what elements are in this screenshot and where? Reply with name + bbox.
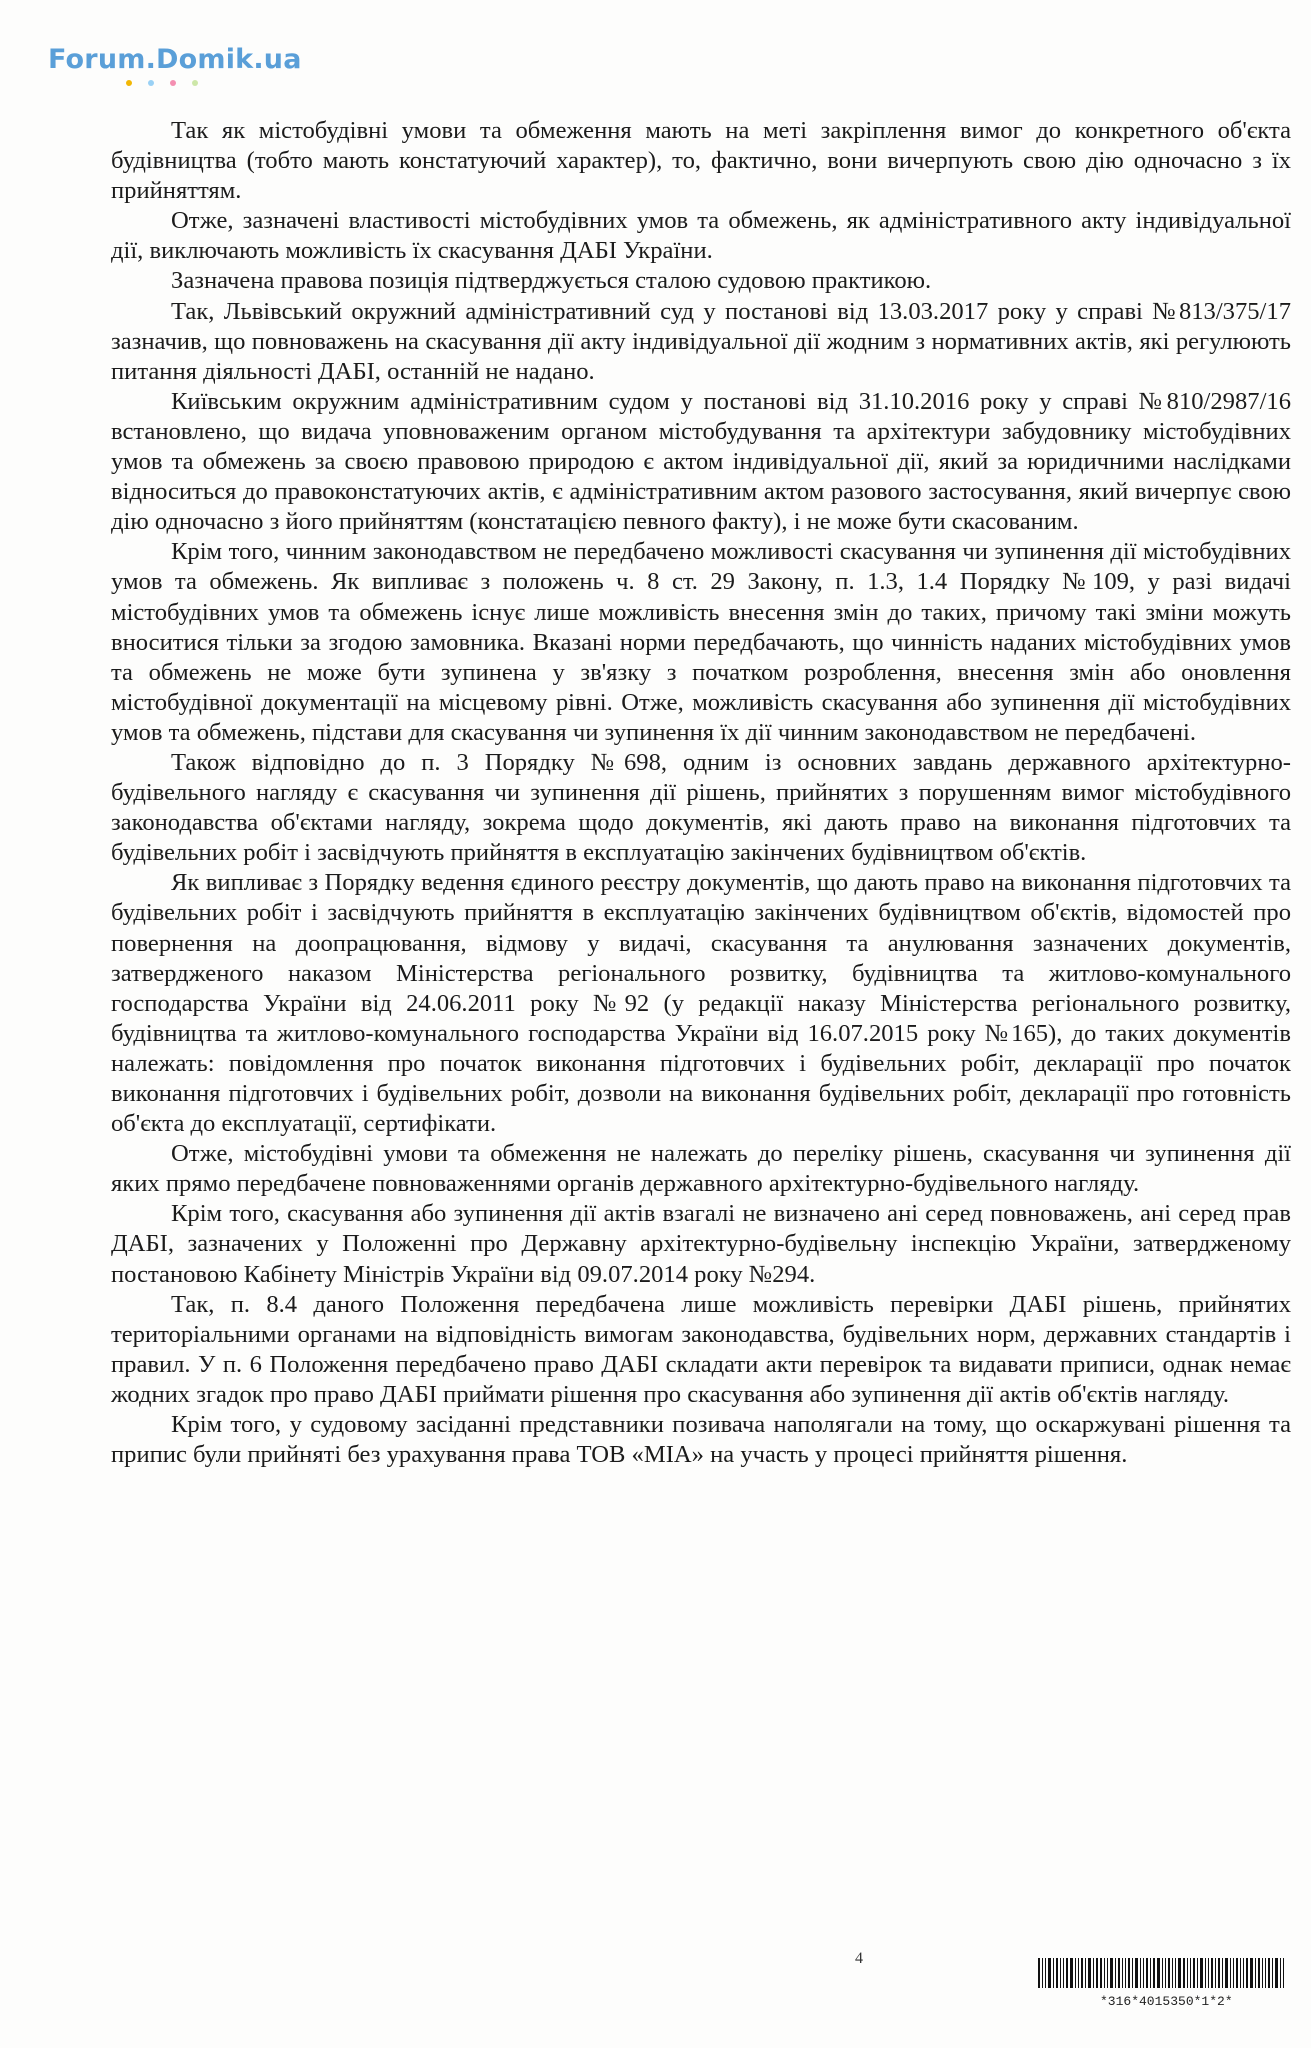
barcode-bar xyxy=(1063,1958,1064,1988)
barcode-bar xyxy=(1066,1958,1068,1988)
barcode-bar xyxy=(1175,1958,1176,1988)
barcode-bar xyxy=(1258,1958,1260,1988)
barcode-bar xyxy=(1104,1958,1105,1988)
document-body xyxy=(111,116,1291,1470)
barcode-bar xyxy=(1060,1958,1061,1988)
barcode-bar xyxy=(1200,1958,1203,1988)
barcode-bar xyxy=(1125,1958,1126,1988)
barcode-bar xyxy=(1078,1958,1079,1988)
barcode-bar xyxy=(1165,1958,1166,1988)
barcode-bar xyxy=(1255,1958,1256,1988)
barcode-bar xyxy=(1096,1958,1098,1988)
paragraph: Крім того, чинним законодавством не передбачено можливості скасування чи зупинення дії містобудівних умов та обмежень. Як випливає з положень ч. 8 ст. 29 Закону, п. 1.3, 1.4 Порядку №109, у разі видачі містобудівних умов та обмежень існує лише можливість внесення змін до таких, причому такі зміни можуть вноситися тільки за згодою замовника. Вказані норми передбачають, що чинність наданих містобудівних умов та обмежень не може бути зупинена у зв'язку з початком розроблення, внесення змін або оновлення містобудівної документації на місцевому рівні. Отже, можливість скасування або зупинення дії містобудівних умов та обмежень, підстави для скасування чи зупинення їх дії чинним законодавством не передбачені. xyxy=(111,538,1291,746)
barcode-bar xyxy=(1218,1958,1220,1988)
paragraph: Отже, зазначені властивості містобудівних умов та обмежень, як адміністративного акту індивідуальної дії, виключають можливість їх скасування ДАБІ України. xyxy=(111,207,1291,265)
barcode-bar xyxy=(1190,1958,1191,1988)
barcode-bar xyxy=(1265,1958,1266,1988)
barcode-bar xyxy=(1100,1958,1102,1988)
barcode-bar xyxy=(1153,1958,1155,1988)
barcode-bar xyxy=(1075,1958,1076,1988)
barcode xyxy=(1038,1958,1300,1988)
barcode-bar xyxy=(1205,1958,1206,1988)
barcode-bar xyxy=(1280,1958,1281,1988)
barcode-bar xyxy=(1172,1958,1173,1988)
barcode-bar xyxy=(1081,1958,1083,1988)
barcode-bar xyxy=(1122,1958,1123,1988)
barcode-bar xyxy=(1225,1958,1228,1988)
watermark-dots xyxy=(126,80,216,88)
barcode-bar xyxy=(1140,1958,1141,1988)
barcode-bar xyxy=(1268,1958,1270,1988)
barcode-bar xyxy=(1157,1958,1160,1988)
paragraph: Так, п. 8.4 даного Положення передбачена лише можливість перевірки ДАБІ рішень, прийнятих територіальними органами на відповідність вимогам законодавства, будівельних норм, державних стандартів і правил. У п. 6 Положення передбачено право ДАБІ складати акти перевірок та видавати приписи, однак немає жодних згадок про право ДАБІ приймати рішення про скасування або зупинення дії актів об'єктів нагляду. xyxy=(111,1290,1291,1408)
barcode-bar xyxy=(1053,1958,1054,1988)
page-number: 4 xyxy=(855,1950,863,1967)
barcode-bar xyxy=(1085,1958,1086,1988)
barcode-bar xyxy=(1236,1958,1238,1988)
barcode-bar xyxy=(1128,1958,1130,1988)
paragraph: Так як містобудівні умови та обмеження мають на меті закріплення вимог до конкретного об'єкта будівництва (тобто мають констатуючий характер), то, фактично, вони вичерпують свою дію одночасно з їх прийняттям. xyxy=(111,117,1291,205)
paragraph: Крім того, у судовому засіданні представники позивача наполягали на тому, що оскаржувані рішення та припис були прийняті без урахування права ТОВ «МІА» на участь у процесі прийняття рішення. xyxy=(111,1411,1291,1469)
barcode-bar xyxy=(1070,1958,1073,1988)
barcode-bar xyxy=(1110,1958,1113,1988)
paragraph: Як випливає з Порядку ведення єдиного реєстру документів, що дають право на виконання підготовчих та будівельних робіт і засвідчують прийняття в експлуатацію закінчених будівництвом об'єктів, відомостей про повернення на доопрацювання, відмову у видачі, скасування та анулювання зазначених документів, затвердженого наказом Міністерства регіонального розвитку, будівництва та житлово-комунального господарства України від 24.06.2011 року №92 (у редакції наказу Міністерства регіонального розвитку, будівництва та житлово-комунального господарства України від 16.07.2015 року №165), до таких документів належать: повідомлення про початок виконання підготовчих і будівельних робіт, декларації про початок виконання підготовчих і будівельних робіт, дозволи на виконання будівельних робіт, декларації про готовність об'єкта до експлуатації, сертифікати. xyxy=(111,869,1291,1138)
barcode-bar xyxy=(1143,1958,1144,1988)
barcode-text: *316*4015350*1*2* xyxy=(1100,1994,1233,2009)
barcode-bar xyxy=(1132,1958,1133,1988)
paragraph: Крім того, скасування або зупинення дії актів взагалі не визначено ані серед повноважень, ані серед прав ДАБІ, зазначених у Положенні про Державну архітектурно-будівельну інспекцію України, затвердженому постановою Кабінету Міністрів України від 09.07.2014 року №294. xyxy=(111,1200,1291,1288)
barcode-bar xyxy=(1215,1958,1216,1988)
barcode-bar xyxy=(1250,1958,1253,1988)
paragraph: Київським окружним адміністративним судом у постанові від 31.10.2016 року у справі №810/2987/16 встановлено, що видача уповноваженим органом містобудування та архітектури забудовнику містобудівних умов та обмежень за своєю правовою природою є актом індивідуальної дії, який за юридичними наслідками відноситься до правоконстатуючих актів, є адміністративним актом разового застосування, який вичерпує свою дію одночасно з його прийняттям (констатацією певного факту), і не може бути скасованим. xyxy=(111,387,1291,536)
barcode-bar xyxy=(1162,1958,1163,1988)
barcode-bar xyxy=(1246,1958,1248,1988)
paragraph: Також відповідно до п. 3 Порядку №698, одним із основних завдань державного архітектурно-будівельного нагляду є скасування чи зупинення дії рішень, прийнятих з порушенням вимог містобудівного законодавства об'єктами нагляду, зокрема щодо документів, які дають право на виконання підготовчих та будівельних робіт і засвідчують прийняття в експлуатацію закінчених будівництвом об'єктів. xyxy=(111,748,1291,867)
paragraph: Зазначена правова позиція підтверджується сталою судовою практикою. xyxy=(171,267,932,295)
barcode-bar xyxy=(1222,1958,1223,1988)
barcode-bar xyxy=(1150,1958,1151,1988)
barcode-bar xyxy=(1272,1958,1273,1988)
barcode-bar xyxy=(1115,1958,1116,1988)
barcode-bar xyxy=(1042,1958,1043,1988)
barcode-bar xyxy=(1230,1958,1231,1988)
barcode-bar xyxy=(1243,1958,1244,1988)
barcode-bar xyxy=(1208,1958,1209,1988)
barcode-bar xyxy=(1168,1958,1170,1988)
watermark-logo[interactable]: Forum.Domik.ua xyxy=(48,44,302,75)
barcode-bar xyxy=(1193,1958,1195,1988)
barcode-bar xyxy=(1178,1958,1181,1988)
paragraph: Так, Львівський окружний адміністративний суд у постанові від 13.03.2017 року у справі №813/375/17 зазначив, що повноважень на скасування дії акту індивідуальної дії жодним з нормативних актів, які регулюють питання діяльності ДАБІ, останній не надано. xyxy=(111,297,1291,385)
barcode-bar xyxy=(1283,1958,1284,1988)
barcode-bar xyxy=(1275,1958,1278,1988)
barcode-bar xyxy=(1183,1958,1185,1988)
barcode-bar xyxy=(1093,1958,1094,1988)
paragraph: Отже, містобудівні умови та обмеження не належать до переліку рішень, скасування чи зупинення дії яких прямо передбачене повноваженнями органів державного архітектурно-будівельного нагляду. xyxy=(111,1140,1291,1198)
barcode-bar xyxy=(1135,1958,1138,1988)
barcode-bar xyxy=(1233,1958,1234,1988)
barcode-bar xyxy=(1262,1958,1263,1988)
barcode-bar xyxy=(1088,1958,1091,1988)
barcode-bar xyxy=(1107,1958,1108,1988)
barcode-bar xyxy=(1056,1958,1058,1988)
barcode-bar xyxy=(1038,1958,1040,1988)
barcode-bar xyxy=(1211,1958,1213,1988)
barcode-bar xyxy=(1240,1958,1241,1988)
barcode-bar xyxy=(1048,1958,1051,1988)
barcode-bar xyxy=(1118,1958,1120,1988)
barcode-bar xyxy=(1197,1958,1198,1988)
barcode-bar xyxy=(1146,1958,1148,1988)
barcode-bar xyxy=(1045,1958,1046,1988)
barcode-bar xyxy=(1187,1958,1188,1988)
